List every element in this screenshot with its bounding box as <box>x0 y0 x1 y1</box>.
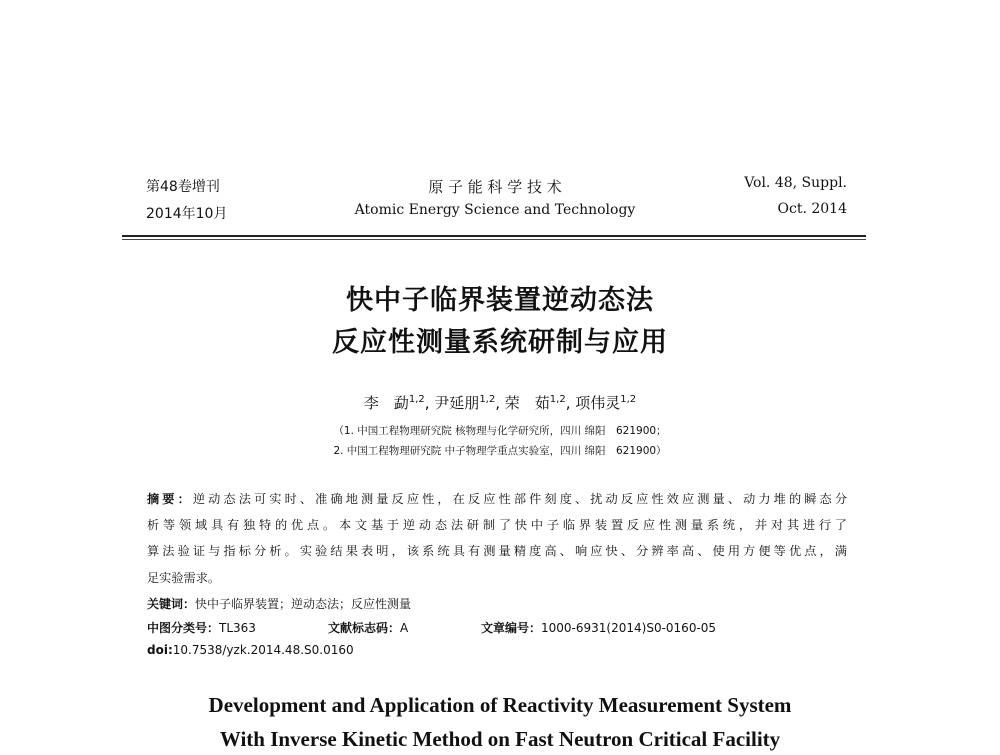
volume-label: Vol. 48, Suppl. <box>744 175 847 191</box>
clc-number <box>147 619 256 636</box>
date-label-en: Oct. 2014 <box>777 201 847 217</box>
doc-code-label: 文献标志码： <box>328 621 401 635</box>
doc-code-value: A <box>400 621 409 635</box>
clc-value: TL363 <box>219 621 256 635</box>
doi-label: doi: <box>147 643 173 657</box>
title-en-line-1: Development and Application of Reactivity Measurement System <box>208 693 792 717</box>
journal-name-en: Atomic Energy Science and Technology <box>354 202 636 218</box>
author: 荣 茹 <box>504 394 550 412</box>
author: 项伟灵 <box>575 394 621 412</box>
doi-value: 10.7538/yzk.2014.48.S0.0160 <box>172 643 354 657</box>
affiliation-2: 2. 中国工程物理研究院 中子物理学重点实验室，四川 绵阳 621900） <box>333 445 667 457</box>
keywords <box>147 595 411 612</box>
title-en-line-2: With Inverse Kinetic Method on Fast Neutron Critical Facility <box>219 727 781 751</box>
keywords-label: 关键词： <box>147 597 196 611</box>
affiliation-1: （1. 中国工程物理研究院 核物理与化学研究所，四川 绵阳 621900； <box>333 425 667 437</box>
title-cn-line-2: 反应性测量系统研制与应用 <box>332 327 668 358</box>
doi <box>147 643 354 657</box>
author-affiliation-mark: 1,2 <box>408 394 425 405</box>
author: 尹延朋 <box>434 394 480 412</box>
author-affiliation-mark: 1,2 <box>479 394 496 405</box>
date-label-cn: 2014年10月 <box>146 206 228 222</box>
abstract-line: 足实验需求。 <box>147 571 221 585</box>
abstract-line: 算法验证与指标分析。实验结果表明，该系统具有测量精度高、响应快、分辨率高、使用方便等优点，满 <box>147 544 847 558</box>
author-affiliation-mark: 1,2 <box>620 394 637 405</box>
author-list: 李 勐$^{1,2}$, 尹延朋$^{1,2}$, 荣 茹$^{1,2}$, 项伟灵$^{1,2}$ <box>363 394 637 412</box>
abstract-line <box>147 490 847 507</box>
issue-label: 第48卷增刊 <box>146 179 220 195</box>
abstract-line: 析等领域具有独特的优点。本文基于逆动态法研制了快中子临界装置反应性测量系统，并对其进行了 <box>147 518 847 532</box>
author-affiliation-mark: 1,2 <box>549 394 566 405</box>
document-code <box>328 619 408 636</box>
article-number <box>481 619 716 636</box>
header-rule <box>122 235 866 237</box>
abstract-text: 逆动态法可实时、准确地测量反应性，在反应性部件刻度、扰动反应性效应测量、动力堆的瞬态分 <box>192 492 848 506</box>
author: 李 勐 <box>363 394 409 412</box>
header-rule-thin <box>122 239 866 240</box>
journal-name-cn: 原 子 能 科 学 技 术 <box>428 178 562 196</box>
title-cn-line-1: 快中子临界装置逆动态法 <box>346 285 654 316</box>
clc-label: 中图分类号： <box>147 621 220 635</box>
article-number-label: 文章编号： <box>481 621 542 635</box>
keywords-value: 快中子临界装置；逆动态法；反应性测量 <box>195 597 412 611</box>
article-number-value: 1000-6931(2014)S0-0160-05 <box>541 621 717 635</box>
abstract-label: 摘要： <box>147 492 193 506</box>
